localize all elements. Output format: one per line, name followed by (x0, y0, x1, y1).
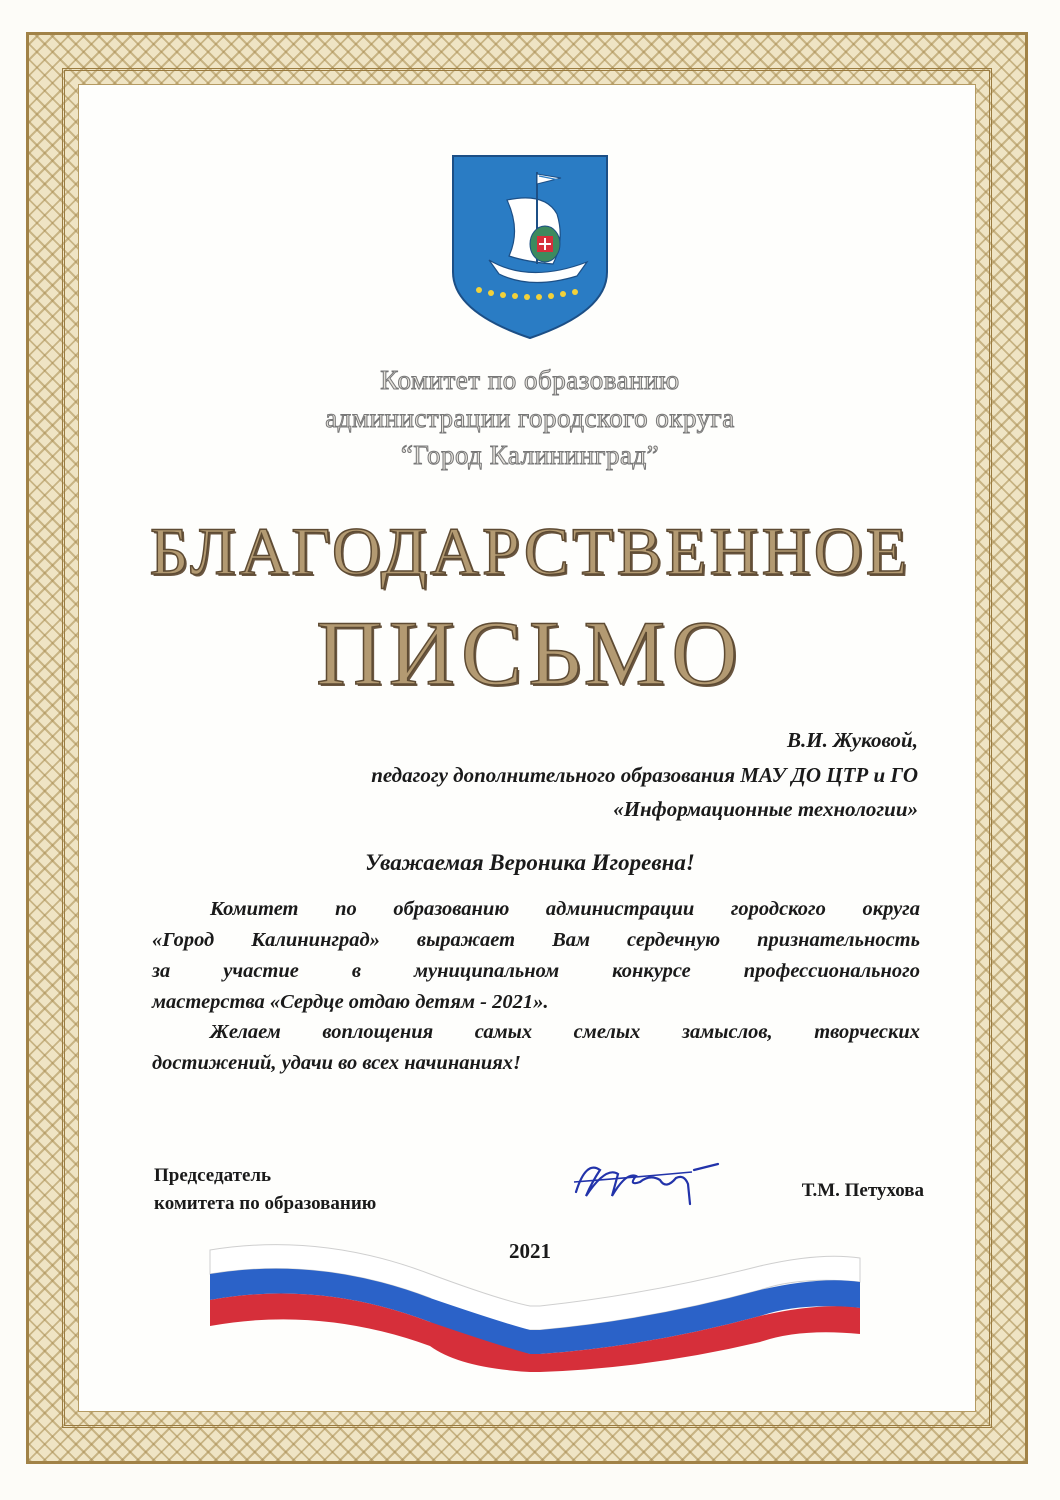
document-title-line-1: БЛАГОДАРСТВЕННОЕ (149, 513, 911, 589)
handwritten-signature-icon (566, 1152, 736, 1212)
document-title-line-2: ПИСЬМО (316, 602, 744, 704)
greeting: Уважаемая Вероника Игоревна! (365, 850, 695, 875)
signatory-name: Т.М. Петухова (801, 1180, 924, 1201)
addressee-position: педагогу дополнительного образования МАУ ДО ЦТР и ГО (371, 763, 918, 787)
body-line: Желаем воплощения самых смелых замыслов, творческих (210, 1021, 920, 1043)
organization-line-3: “Город Калининград” (400, 440, 660, 470)
body-line: достижений, удачи во всех начинаниях! (152, 1052, 522, 1074)
body-paragraph-2 (152, 1017, 920, 1079)
addressee-name: В.И. Жуковой, (787, 728, 918, 752)
signatory-position (154, 1162, 376, 1218)
body-line: «Город Калининград» выражает Вам сердечную признательность (152, 929, 920, 951)
year: 2021 (509, 1239, 551, 1263)
signatory-position-line-1: Председатель (154, 1165, 272, 1186)
body-line: мастерства «Сердце отдаю детям - 2021». (152, 991, 549, 1013)
organization-line-1: Комитет по образованию (380, 365, 680, 395)
signatory-position-line-2: комитета по образованию (154, 1193, 377, 1214)
organization-line-2: администрации городского округа (325, 403, 735, 433)
addressee-unit: «Информационные технологии» (613, 797, 918, 821)
body-line: Комитет по образованию администрации городского округа (210, 898, 920, 920)
kaliningrad-coat-of-arms-icon (449, 152, 611, 342)
body-line: за участие в муниципальном конкурсе профессионального (152, 960, 920, 982)
body-paragraph-1 (152, 894, 920, 1018)
